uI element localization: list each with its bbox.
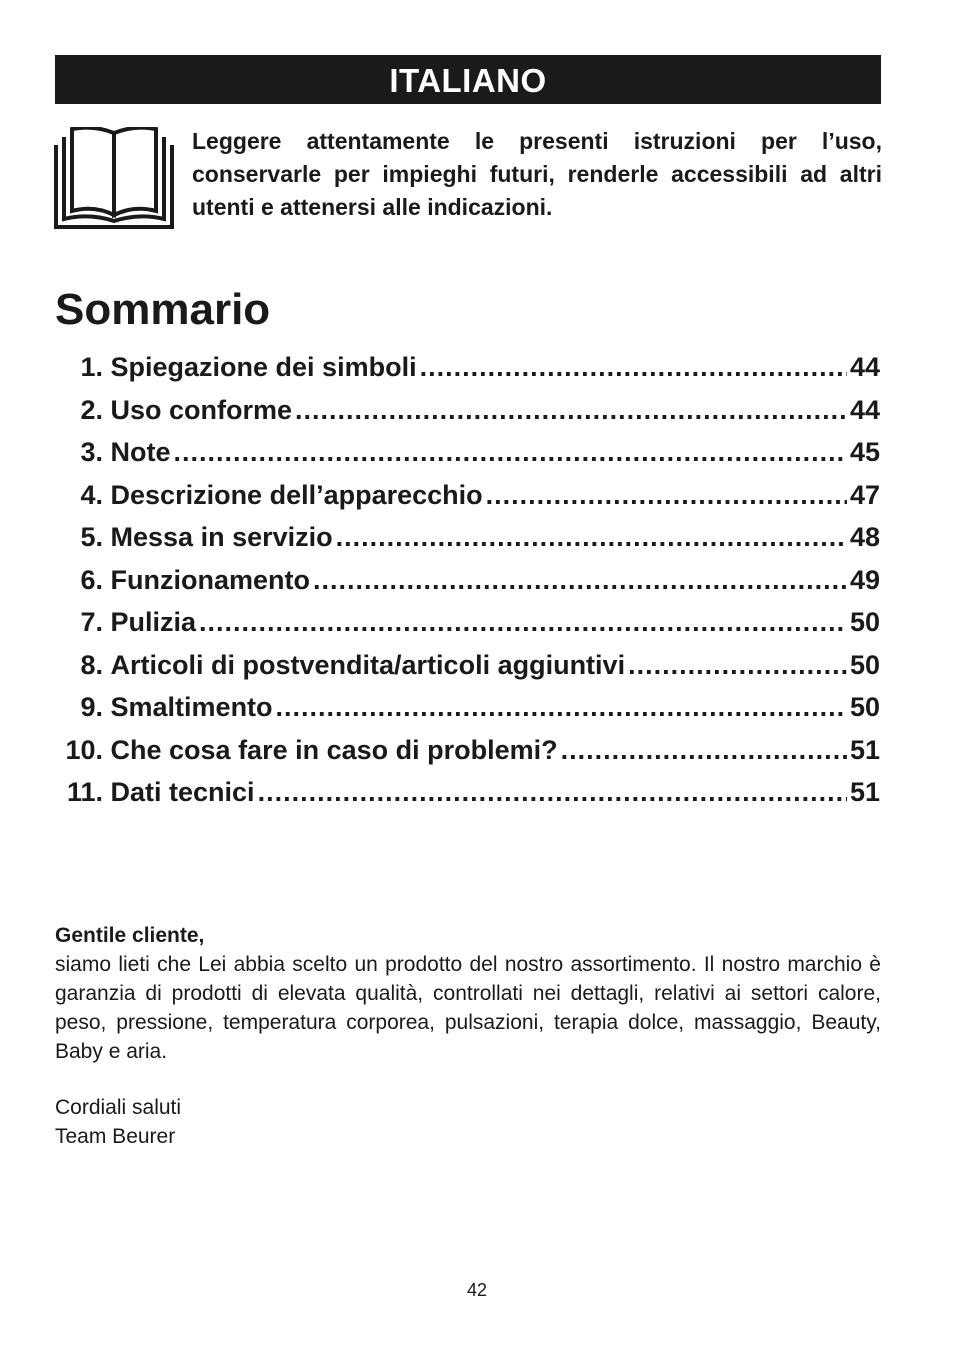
toc-leader [561,729,847,771]
toc-number: 6. [80,564,103,595]
toc-leader [486,474,847,516]
toc-page: 50 [849,607,880,637]
toc-item[interactable] [55,559,880,602]
toc-page: 51 [849,734,880,765]
toc-leader [199,601,847,643]
toc-item[interactable] [55,601,880,644]
toc-item[interactable] [55,346,880,389]
toc-title: Dati tecnici [110,777,255,807]
toc-number: 3. [80,437,103,467]
toc-leader [313,559,847,601]
greeting-section [55,921,881,1066]
toc-item[interactable] [55,644,880,687]
toc-leader [258,771,847,813]
toc-title: Messa in servizio [110,522,333,552]
toc-item[interactable] [55,729,880,772]
toc-leader [174,431,847,473]
toc-number: 4. [80,479,103,510]
toc-title: Smaltimento [110,692,273,722]
toc-title: Spiegazione dei simboli [110,352,417,382]
toc-page: 51 [849,777,880,807]
intro-text: Leggere attentamente le presenti istruzioni per l’uso, conservarle per impieghi futuri, renderle accessibili ad altri utenti e attenersi alle indicazioni. [192,128,882,220]
toc-leader [276,686,847,728]
toc-number: 9. [80,692,103,722]
toc-page: 50 [849,692,880,722]
toc-item[interactable] [55,516,880,559]
book-icon [54,127,174,229]
toc-title: Pulizia [110,607,197,637]
toc-number: 11. [66,777,103,807]
table-of-contents [55,346,880,814]
toc-item[interactable] [55,389,880,432]
toc-page: 48 [849,522,880,552]
toc-number: 5. [80,522,103,552]
toc-item[interactable] [55,431,880,474]
toc-page: 50 [849,649,880,680]
toc-title: Funzionamento [110,564,310,595]
toc-item[interactable] [55,771,880,814]
toc-page: 45 [849,437,880,467]
closing-block [55,1093,181,1151]
signature: Team Beurer [55,1125,176,1148]
toc-number: 7. [80,607,103,637]
toc-number: 1. [80,352,103,382]
toc-leader [336,516,847,558]
toc-leader [420,346,847,388]
toc-title: Che cosa fare in caso di problemi? [110,734,558,765]
toc-number: 8. [80,649,103,680]
toc-title: Descrizione dell’apparecchio [110,479,483,510]
greeting-body: siamo lieti che Lei abbia scelto un prodotto del nostro assortimento. Il nostro marchio è garanzia di prodotti di elevata qualità, controllati nei dettagli, relativi ai settori calore, peso, pressione, temperatura corporea, pulsazioni, terapia dolce, massaggio, Beauty, Baby e aria. [55,953,881,1063]
toc-title: Articoli di postvendita/articoli aggiuntivi [110,649,626,680]
toc-page: 47 [849,479,880,510]
page-number: 42 [466,1280,488,1300]
toc-page: 44 [849,394,880,425]
toc-page: 49 [849,564,880,595]
toc-title: Note [110,437,171,467]
closing-text: Cordiali saluti [55,1096,182,1119]
toc-leader [628,644,847,686]
toc-number: 10. [65,734,103,765]
toc-item[interactable] [55,474,880,517]
toc-title: Uso conforme [110,394,293,425]
toc-page: 44 [849,352,880,382]
greeting-title: Gentile cliente, [55,924,205,947]
language-banner: ITALIANO [55,55,881,104]
toc-number: 2. [80,394,103,425]
toc-leader [295,389,847,431]
page-title: Sommario [55,285,271,334]
toc-item[interactable] [55,686,880,729]
